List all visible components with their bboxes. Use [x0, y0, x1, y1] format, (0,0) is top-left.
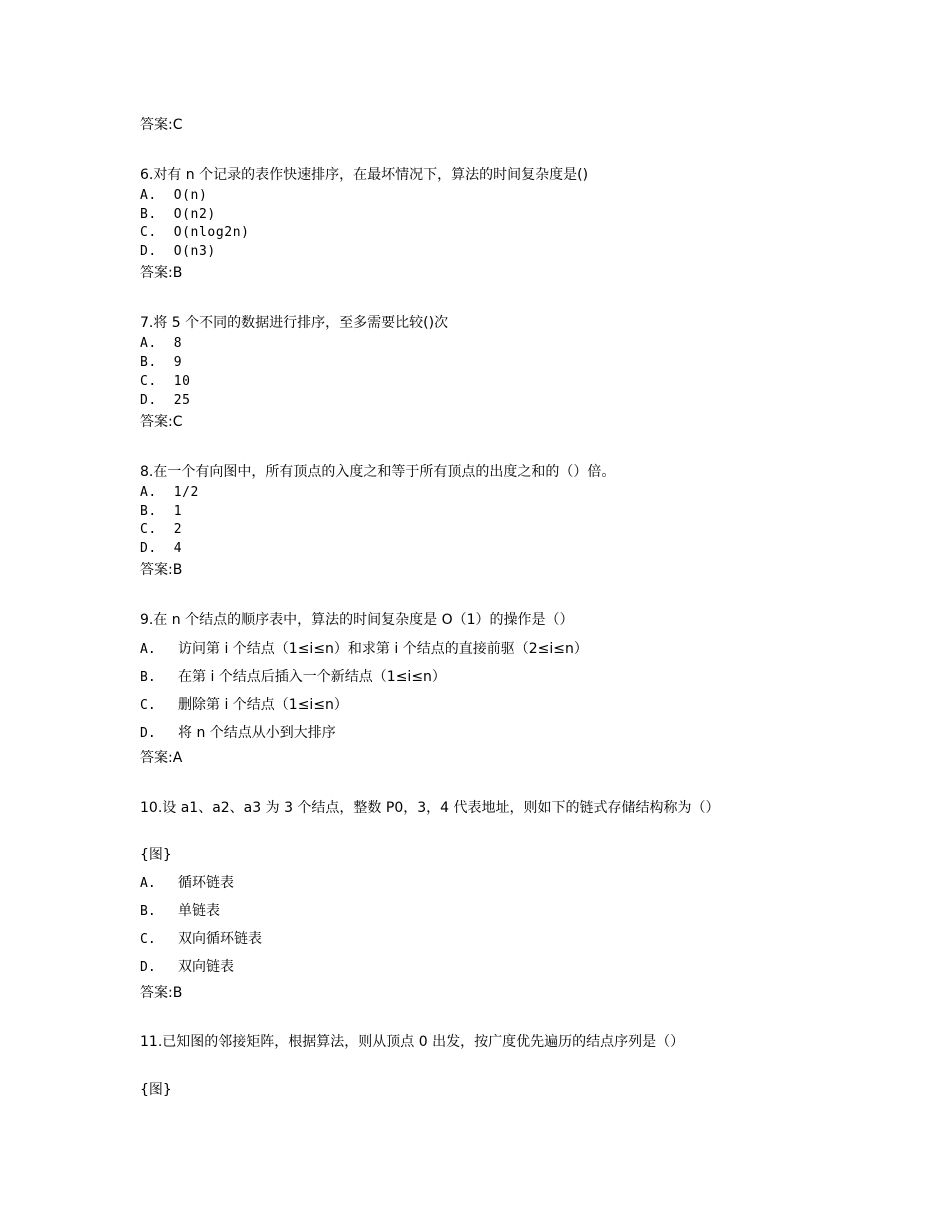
- q9-option-b: [140, 668, 446, 687]
- q8-option-c: C. 2: [140, 522, 183, 537]
- q10-option-c-label: C.: [140, 932, 156, 947]
- q10-option-b-text: 单链表: [178, 903, 220, 919]
- q9-option-b-text: 在第 i 个结点后插入一个新结点（1≤i≤n）: [178, 669, 446, 685]
- q7-option-b: B. 9: [140, 355, 183, 370]
- q7-question: 7.将 5 个不同的数据进行排序，至多需要比较()次: [140, 315, 449, 331]
- q9-option-c-label: C.: [140, 698, 156, 713]
- q9-option-a: [140, 640, 588, 659]
- q5-answer: 答案:C: [140, 117, 183, 133]
- q7-option-d: D. 25: [140, 393, 191, 408]
- q6-option-a: A. O(n): [140, 188, 208, 203]
- q6-option-d: D. O(n3): [140, 244, 216, 259]
- q8-option-b: B. 1: [140, 504, 183, 519]
- q11-figure-placeholder: {图}: [140, 1082, 172, 1098]
- q9-option-d-text: 将 n 个结点从小到大排序: [178, 725, 336, 741]
- q9-option-a-label: A.: [140, 642, 156, 657]
- q7-option-a: A. 8: [140, 336, 183, 351]
- q10-option-a-label: A.: [140, 876, 156, 891]
- q10-option-a-text: 循环链表: [178, 875, 234, 891]
- q9-option-a-text: 访问第 i 个结点（1≤i≤n）和求第 i 个结点的直接前驱（2≤i≤n）: [178, 641, 588, 657]
- q8-option-a: A. 1/2: [140, 485, 199, 500]
- q8-answer: 答案:B: [140, 562, 183, 578]
- q9-option-c: [140, 696, 348, 715]
- q10-option-d-text: 双向链表: [178, 959, 234, 975]
- q10-option-a: [140, 874, 234, 893]
- q9-option-b-label: B.: [140, 670, 156, 685]
- q11-question: 11.已知图的邻接矩阵，根据算法，则从顶点 0 出发，按广度优先遍历的结点序列是（）: [140, 1034, 685, 1050]
- q8-option-d: D. 4: [140, 541, 183, 556]
- q10-option-d: [140, 958, 234, 977]
- q6-option-c: C. O(nlog2n): [140, 225, 250, 240]
- q6-option-b: B. O(n2): [140, 207, 216, 222]
- q10-option-c: [140, 930, 262, 949]
- q9-option-c-text: 删除第 i 个结点（1≤i≤n）: [178, 697, 348, 713]
- q10-option-d-label: D.: [140, 960, 156, 975]
- q6-question: 6.对有 n 个记录的表作快速排序，在最坏情况下，算法的时间复杂度是(): [140, 167, 589, 183]
- q10-option-b-label: B.: [140, 904, 156, 919]
- q9-option-d-label: D.: [140, 726, 156, 741]
- q9-option-d: [140, 724, 336, 743]
- q10-figure-placeholder: {图}: [140, 847, 172, 863]
- q6-answer: 答案:B: [140, 265, 183, 281]
- q7-answer: 答案:C: [140, 414, 183, 430]
- q10-option-b: [140, 902, 220, 921]
- q7-option-c: C. 10: [140, 374, 191, 389]
- q10-question: 10.设 a1、a2、a3 为 3 个结点，整数 P0，3，4 代表地址，则如下的链式存储结构称为（）: [140, 800, 720, 816]
- q9-question: 9.在 n 个结点的顺序表中，算法的时间复杂度是 O（1）的操作是（）: [140, 612, 574, 628]
- q10-answer: 答案:B: [140, 985, 183, 1001]
- q9-answer: 答案:A: [140, 750, 183, 766]
- q10-option-c-text: 双向循环链表: [178, 931, 262, 947]
- q8-question: 8.在一个有向图中，所有顶点的入度之和等于所有顶点的出度之和的（）倍。: [140, 464, 616, 480]
